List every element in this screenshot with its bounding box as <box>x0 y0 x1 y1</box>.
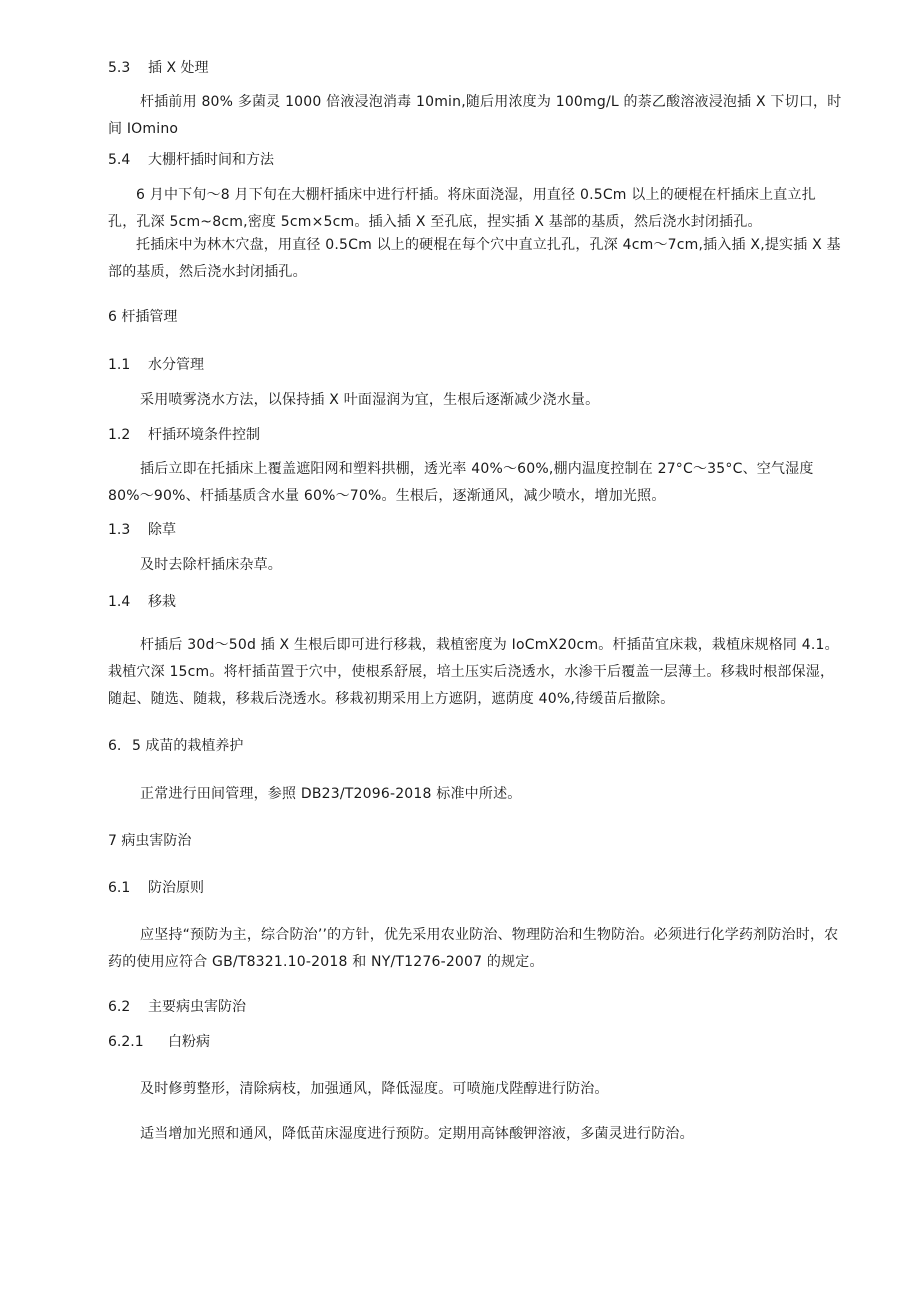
section-heading-6-5 <box>108 733 244 760</box>
section-heading-5-4 <box>108 147 274 174</box>
section-heading-1-4 <box>108 589 176 616</box>
section-title: 水分管理 <box>148 357 204 373</box>
section-heading-6-1 <box>108 875 204 902</box>
section-title: 防治原则 <box>148 880 204 896</box>
section-title: 5 成苗的栽植养护 <box>132 738 244 754</box>
section-title: 插 X 处理 <box>148 60 209 76</box>
section-number: 1.1 <box>108 357 131 373</box>
paragraph-5-4-a: 6 月中下旬～8 月下旬在大棚杆插床中进行杆插。将床面浇湿，用直径 0.5Cm 以上的硬棍在杆插床上直立扎孔，孔深 5cm~8cm,密度 5cm×5cm。插入插 X 至孔底，捏实插 X 基部的基质，然后浇水封闭插孔。 <box>108 187 816 230</box>
section-heading-5-3 <box>108 55 209 82</box>
section-number: 6.2 <box>108 999 131 1015</box>
section-title: 杆插环境条件控制 <box>148 427 260 443</box>
section-title: 白粉病 <box>168 1034 210 1050</box>
section-title: 除草 <box>148 522 176 538</box>
section-number: 6.1 <box>108 880 131 896</box>
section-number: 6.2.1 <box>108 1034 144 1050</box>
section-number: 6. <box>108 738 122 754</box>
section-number: 1.3 <box>108 522 131 538</box>
paragraph-5-3: 杆插前用 80% 多菌灵 1000 倍液浸泡消毒 10min,随后用浓度为 100mg/L 的萘乙酸溶液浸泡插 X 下切口，时间 IOmino <box>108 94 842 137</box>
paragraph-5-4-b: 托插床中为林木穴盘，用直径 0.5Cm 以上的硬棍在每个穴中直立扎孔，孔深 4cm～7cm,插入插 X,提实插 X 基部的基质，然后浇水封闭插孔。 <box>108 237 841 280</box>
section-number: 1.4 <box>108 594 131 610</box>
section-heading-1-1 <box>108 352 204 379</box>
paragraph-6-2-1-b: 适当增加光照和通风，降低苗床湿度进行预防。定期用高钵酸钾溶液，多菌灵进行防治。 <box>140 1126 694 1142</box>
section-heading-6-2 <box>108 994 246 1021</box>
paragraph-1-3: 及时去除杆插床杂草。 <box>140 557 282 573</box>
paragraph-1-1: 采用喷雾浇水方法，以保持插 X 叶面湿润为宜，生根后逐渐减少浇水量。 <box>140 392 600 408</box>
section-number: 1.2 <box>108 427 131 443</box>
paragraph-6-1: 应坚持“预防为主，综合防治’’的方针，优先采用农业防治、物理防治和生物防治。必须进行化学药剂防治时，农药的使用应符合 GB/T8321.10-2018 和 NY/T1276-2007 的规定。 <box>108 927 839 970</box>
section-heading-1-2 <box>108 422 260 449</box>
section-heading-1-3 <box>108 517 176 544</box>
chapter-heading-6: 6 杆插管理 <box>108 309 178 325</box>
section-title: 大棚杆插时间和方法 <box>148 152 274 168</box>
paragraph-6-2-1-a: 及时修剪整形，清除病枝，加强通风，降低湿度。可喷施戊陛醇进行防治。 <box>140 1081 609 1097</box>
chapter-heading-7: 7 病虫害防治 <box>108 833 192 849</box>
section-number: 5.3 <box>108 60 131 76</box>
paragraph-6-5: 正常进行田间管理，参照 DB23/T2096-2018 标准中所述。 <box>140 786 522 802</box>
section-number: 5.4 <box>108 152 131 168</box>
paragraph-1-4: 杆插后 30d～50d 插 X 生根后即可进行移栽，栽植密度为 IoCmX20cm。杆插苗宜床栽，栽植床规格同 4.1。栽植穴深 15cm。将杆插苗置于穴中，使根系舒展，培土压实后浇透水，水渗干后覆盖一层薄土。移栽时根部保湿，随起、随选、随栽，移栽后浇透水。移栽初期采用上方遮阴，遮荫度 40%,待缓苗后撤除。 <box>108 637 839 707</box>
paragraph-1-2: 插后立即在托插床上覆盖遮阳网和塑料拱棚，透光率 40%～60%,棚内温度控制在 27°C～35°C、空气湿度 80%～90%、杆插基质含水量 60%～70%。生根后，逐渐通风，减少喷水，增加光照。 <box>108 461 814 504</box>
section-heading-6-2-1 <box>108 1029 210 1056</box>
section-title: 移栽 <box>148 594 176 610</box>
section-title: 主要病虫害防治 <box>148 999 246 1015</box>
